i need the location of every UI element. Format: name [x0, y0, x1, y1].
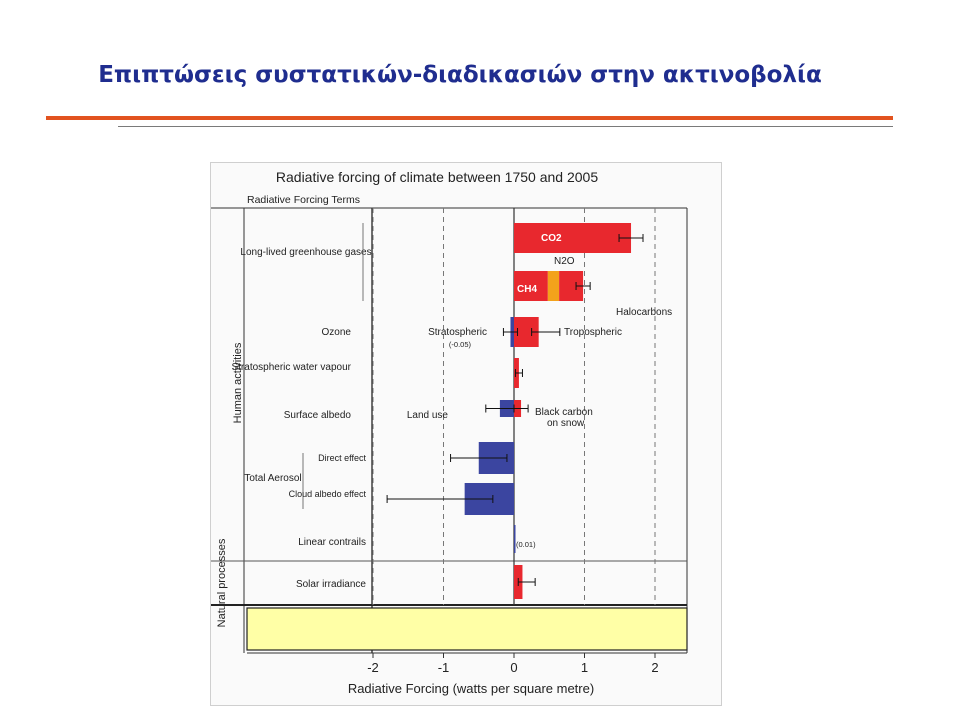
row-label-cloud-albedo: Cloud albedo effect	[288, 489, 366, 499]
row-label-strat-water-vapour: Stratospheric water vapour	[231, 362, 351, 373]
x-tick-label: 1	[580, 660, 589, 675]
n2o-label: N2O	[554, 256, 575, 267]
row-label-long-lived-ghg: Long-lived greenhouse gases	[240, 247, 372, 258]
row-label-direct-effect: Direct effect	[318, 453, 366, 463]
column-header: Radiative Forcing Terms	[247, 194, 361, 206]
title-thin-rule	[118, 126, 893, 127]
row-label-ozone: Ozone	[321, 327, 351, 338]
x-tick-layer	[367, 653, 658, 675]
bar-n2o	[548, 271, 559, 301]
stratospheric-ozone-label: Stratospheric	[428, 327, 487, 338]
title-underline	[46, 116, 893, 120]
row-label-total-aerosol: Total Aerosol	[244, 473, 302, 484]
radiative-forcing-chart	[211, 163, 721, 705]
stratospheric-ozone-value: (-0.05)	[448, 340, 471, 349]
x-tick-label: -1	[437, 660, 450, 675]
x-axis-label: Radiative Forcing (watts per square metre)	[347, 681, 595, 696]
tropospheric-ozone-label: Tropospheric	[564, 327, 622, 338]
highlight-box	[247, 608, 687, 650]
x-tick-label: -2	[367, 660, 379, 675]
slide-title: Επιπτώσεις συστατικών-διαδικασιών στην ακτινοβολία	[98, 62, 822, 88]
x-tick-label: 2	[651, 660, 659, 675]
row-label-linear-contrails: Linear contrails	[298, 537, 366, 548]
black-carbon-label: Black carbon	[535, 407, 593, 418]
land-use-label: Land use	[406, 410, 448, 421]
chart-title: Radiative forcing of climate between 1750 and 2005	[275, 169, 599, 185]
row-label-surface-albedo: Surface albedo	[283, 410, 351, 421]
co2-label: CO2	[541, 233, 562, 244]
bar-co2	[514, 223, 631, 253]
halocarbons-label: Halocarbons	[616, 307, 673, 318]
section-label-human: Human activities	[232, 342, 244, 424]
row-label-solar-irradiance: Solar irradiance	[295, 579, 366, 590]
contrails-value-label: (0.01)	[516, 540, 536, 549]
x-tick-label: 0	[510, 660, 518, 675]
ch4-label: CH4	[517, 284, 538, 295]
section-label-natural: Natural processes	[216, 538, 228, 628]
chart-figure	[210, 162, 722, 706]
on-snow-label: on snow	[547, 418, 585, 429]
